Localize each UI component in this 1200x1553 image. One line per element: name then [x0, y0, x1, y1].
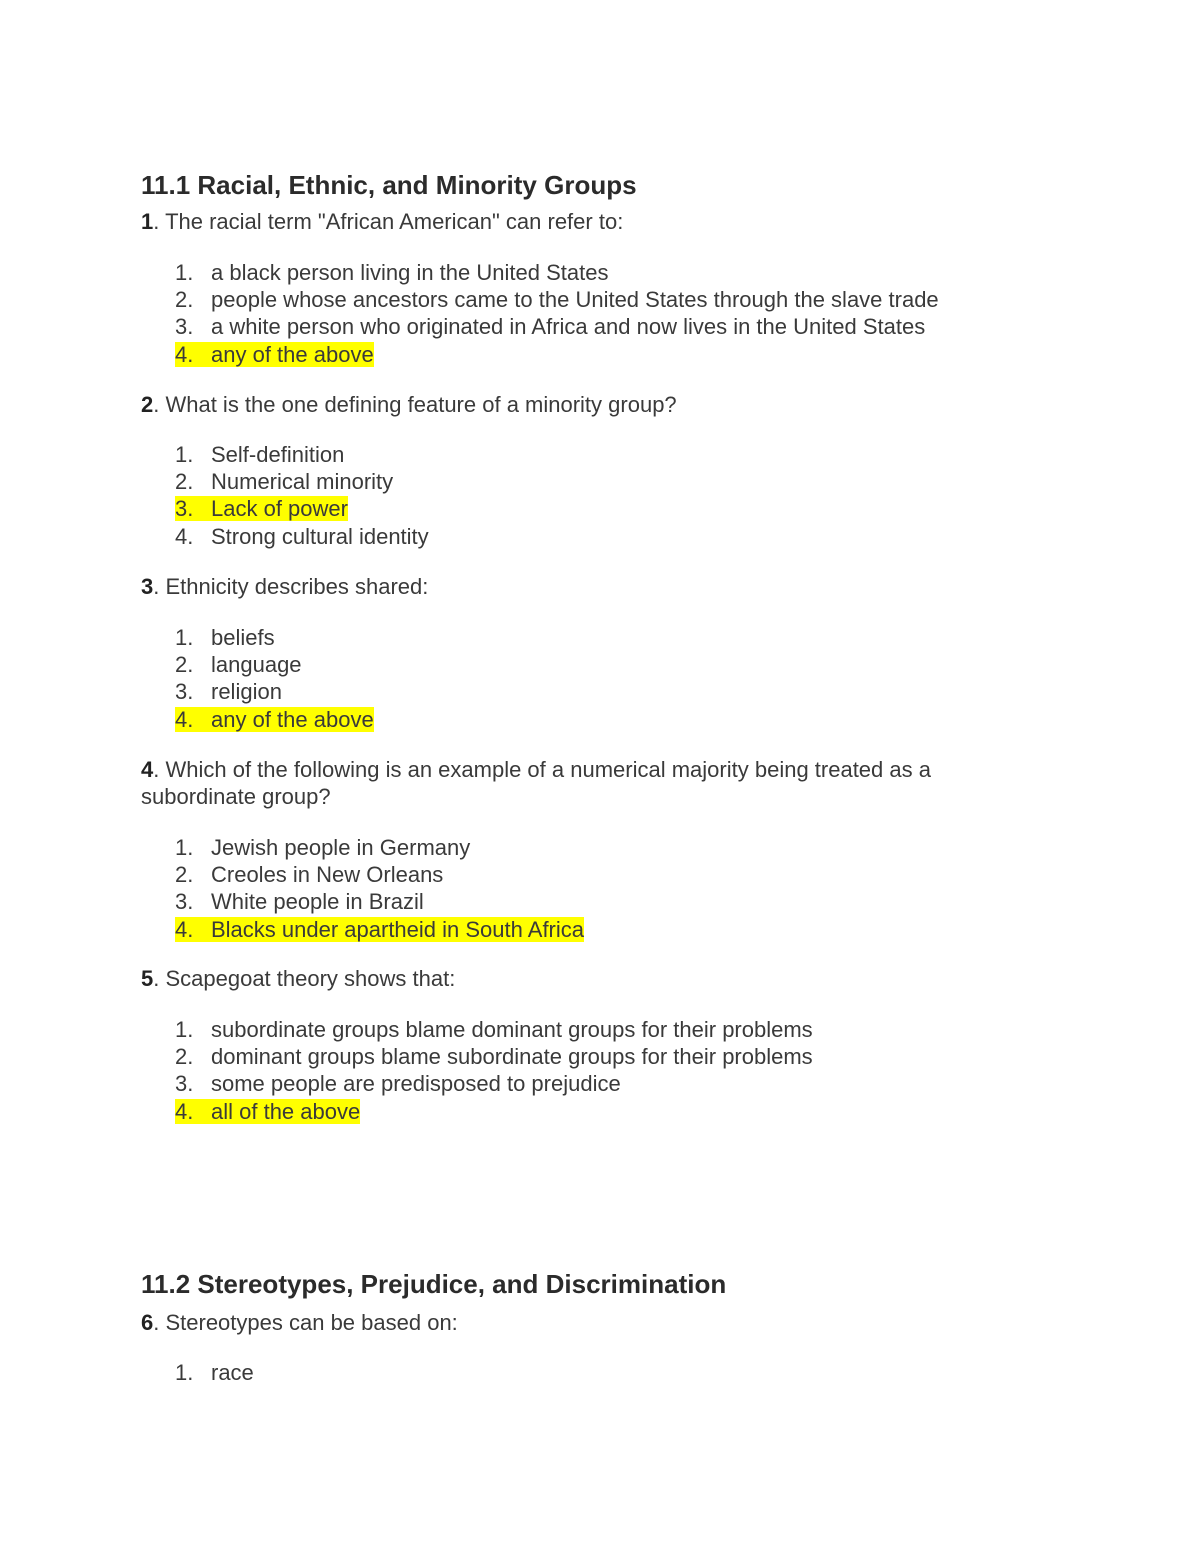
option-number: 3.: [175, 889, 194, 915]
option-number: 1.: [175, 625, 194, 650]
option-text: language: [211, 652, 302, 678]
question-number: 4: [141, 757, 154, 782]
section-title: 11.2 Stereotypes, Prejudice, and Discrimination: [141, 1269, 727, 1299]
question-2: [141, 391, 1021, 418]
option-number: 1.: [175, 260, 194, 285]
question-text: . The racial term "African American" can refer to:: [153, 209, 624, 234]
answer-option-correct: [175, 916, 584, 943]
option-number: 3.: [175, 496, 194, 522]
answer-option-correct: [175, 1098, 813, 1125]
question-number: 5: [141, 966, 154, 991]
question-number: 6: [141, 1310, 154, 1335]
option-number: 4.: [175, 341, 194, 367]
option-number: 4.: [175, 523, 194, 549]
option-text: all of the above: [211, 1098, 361, 1124]
option-text: religion: [211, 679, 282, 705]
option-number: 2.: [175, 862, 194, 888]
option-number: 1.: [175, 442, 194, 467]
option-text: some people are predisposed to prejudice: [211, 1071, 621, 1097]
option-number: 2.: [175, 1044, 194, 1070]
option-number: 1.: [175, 835, 194, 860]
answer-option: [175, 888, 584, 915]
option-number: 4.: [175, 1098, 194, 1124]
answer-option: [175, 624, 374, 651]
option-text: a white person who originated in Africa and now lives in the United States: [211, 314, 926, 340]
answer-list: [175, 441, 429, 550]
answer-option: [175, 313, 939, 340]
answer-option: [175, 1043, 813, 1070]
option-text: White people in Brazil: [211, 889, 424, 915]
option-number: 2.: [175, 469, 194, 495]
question-number: 3: [141, 574, 154, 599]
option-text: people whose ancestors came to the United States through the slave trade: [211, 287, 939, 313]
option-text: race: [211, 1360, 254, 1385]
answer-option-correct: [175, 495, 429, 522]
question-text: . Stereotypes can be based on:: [153, 1310, 458, 1335]
answer-option: [175, 861, 584, 888]
answer-option-correct: [175, 706, 374, 733]
answer-option: [175, 1070, 813, 1097]
answer-list: [175, 834, 584, 943]
answer-list: [175, 624, 374, 733]
answer-list: [175, 1359, 254, 1386]
option-text: Blacks under apartheid in South Africa: [211, 916, 585, 942]
option-text: dominant groups blame subordinate groups for their problems: [211, 1044, 813, 1070]
option-number: 4.: [175, 916, 194, 942]
option-text: Numerical minority: [211, 469, 394, 495]
question-5: [141, 965, 1021, 992]
answer-option: [175, 1016, 813, 1043]
option-number: 3.: [175, 1071, 194, 1097]
option-number: 2.: [175, 287, 194, 313]
option-text: Lack of power: [211, 496, 348, 522]
answer-option: [175, 468, 429, 495]
option-text: any of the above: [211, 341, 374, 367]
answer-option: [175, 259, 939, 286]
question-text: . What is the one defining feature of a minority group?: [153, 392, 677, 417]
option-number: 4.: [175, 706, 194, 732]
option-text: any of the above: [211, 706, 374, 732]
question-text: . Ethnicity describes shared:: [153, 574, 429, 599]
option-text: Jewish people in Germany: [211, 835, 471, 860]
answer-option-correct: [175, 341, 939, 368]
answer-option: [175, 651, 374, 678]
answer-option: [175, 678, 374, 705]
question-3: [141, 573, 1021, 600]
answer-option: [175, 1359, 254, 1386]
option-number: 2.: [175, 652, 194, 678]
answer-option: [175, 441, 429, 468]
question-number: 2: [141, 392, 154, 417]
answer-option: [175, 523, 429, 550]
option-number: 3.: [175, 314, 194, 340]
option-text: subordinate groups blame dominant groups for their problems: [211, 1017, 813, 1042]
option-number: 1.: [175, 1360, 194, 1385]
question-6: [141, 1309, 1021, 1336]
question-1: [141, 208, 1021, 235]
answer-option: [175, 834, 584, 861]
option-number: 1.: [175, 1017, 194, 1042]
option-text: Creoles in New Orleans: [211, 862, 444, 888]
option-number: 3.: [175, 679, 194, 705]
answer-list: [175, 1016, 813, 1125]
option-text: Strong cultural identity: [211, 523, 429, 549]
question-4: [141, 756, 1021, 810]
question-number: 1: [141, 209, 154, 234]
option-text: Self-definition: [211, 442, 345, 467]
section-title: 11.1 Racial, Ethnic, and Minority Groups: [141, 170, 637, 200]
answer-option: [175, 286, 939, 313]
question-text: . Which of the following is an example of a numerical majority being treated as a subordinate group?: [141, 757, 931, 809]
option-text: a black person living in the United States: [211, 260, 609, 285]
option-text: beliefs: [211, 625, 275, 650]
question-text: . Scapegoat theory shows that:: [153, 966, 456, 991]
answer-list: [175, 259, 939, 368]
